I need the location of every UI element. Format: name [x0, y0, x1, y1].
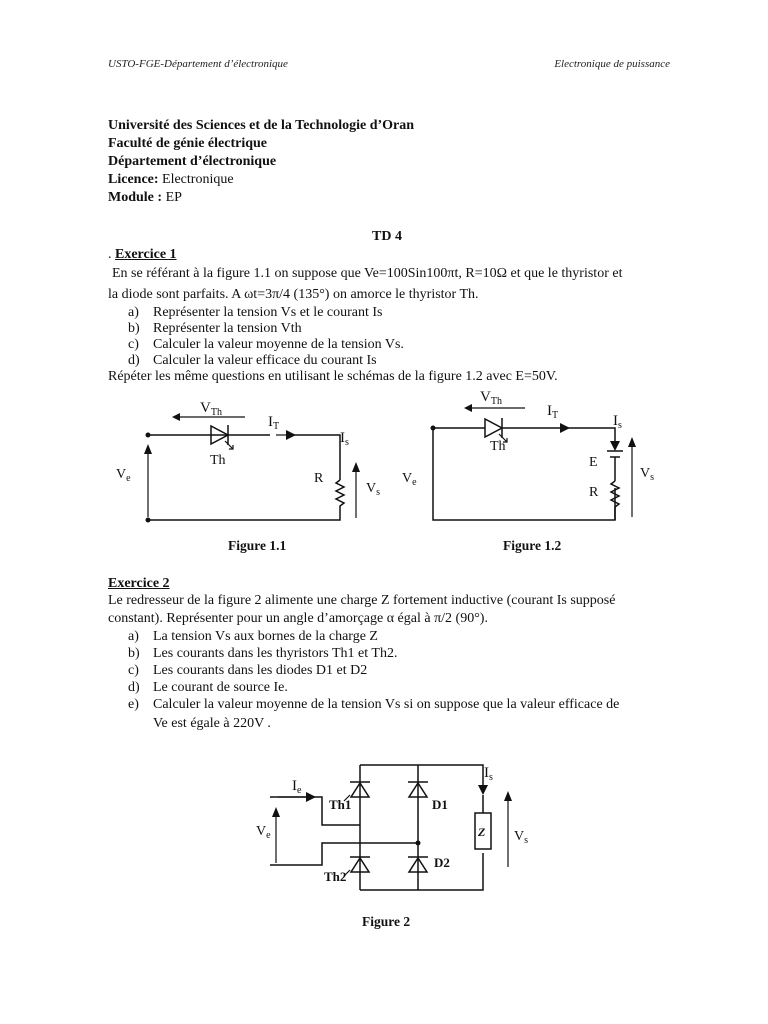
exercise2-item-d: d) Le courant de source Ie.: [128, 680, 288, 695]
licence-line: [108, 172, 234, 188]
exercise2-item-a: a) La tension Vs aux bornes de la charge Z: [128, 629, 378, 644]
department-name: Département d’électronique: [108, 154, 277, 169]
fig2-label-ve: $V_e$: [256, 824, 271, 841]
fig12-label-it: $I_T$: [547, 403, 559, 421]
fig12-label-vth: $V_{Th}$: [480, 389, 502, 407]
exercise2-item-c: c) Les courants dans les diodes D1 et D2: [128, 663, 368, 678]
fig11-label-r: R: [314, 471, 324, 486]
fig11-label-ve: $V_e$: [116, 467, 131, 484]
figure-1-1-caption: Figure 1.1: [228, 538, 287, 553]
exercise1-heading-line: [108, 247, 177, 263]
figure-1-2-caption: Figure 1.2: [503, 538, 562, 553]
exercise1-repeat: Répéter les même questions en utilisant le schémas de la figure 1.2 avec E=50V.: [108, 369, 558, 384]
exercise2-heading-line: [108, 576, 170, 592]
exercise1-item-d: d) Calculer la valeur efficace du courant Is: [128, 353, 377, 368]
fig2-label-ie: $I_e$: [292, 778, 302, 796]
fig11-label-vth: $V_{Th}$: [200, 400, 222, 418]
module-line: [108, 190, 182, 206]
td-title: TD 4: [372, 229, 402, 244]
figure-2-caption: Figure 2: [362, 914, 411, 929]
licence-value: Electronique: [162, 172, 234, 187]
figure-1-1-circuit: [100, 392, 380, 542]
fig12-label-e: E: [589, 455, 598, 470]
module-value: EP: [165, 190, 182, 205]
exercise1-line1: En se référant à la figure 1.1 on suppose que Ve=100Sin100πt, R=10Ω et que le thyristor et: [112, 266, 623, 281]
fig2-label-z: Z: [478, 825, 486, 839]
module-label: Module :: [108, 190, 163, 205]
fig12-label-vs: $V_s$: [640, 466, 655, 483]
fig11-label-th: Th: [210, 453, 226, 468]
fig2-label-d1: D1: [432, 797, 448, 812]
exercise1-heading: Exercice 1: [115, 247, 177, 262]
fig12-label-r: R: [589, 485, 599, 500]
exercise2-item-e-cont: Ve est égale à 220V .: [153, 716, 271, 731]
faculty-name: Faculté de génie électrique: [108, 136, 268, 151]
exercise2-line2: constant). Représenter pour un angle d’amorçage α égal à π/2 (90°).: [108, 611, 488, 626]
exercise1-prefix: .: [108, 247, 115, 262]
header-right: Electronique de puissance: [554, 58, 670, 70]
fig11-label-vs: $V_s$: [366, 481, 381, 498]
fig11-label-is: $I_s$: [340, 430, 349, 448]
exercise2-item-e: e) Calculer la valeur moyenne de la tension Vs si on suppose que la valeur efficace de: [128, 697, 620, 712]
university-name: Université des Sciences et de la Technologie d’Oran: [108, 118, 415, 133]
fig2-label-th1: Th1: [329, 797, 352, 812]
header-left: USTO-FGE-Département d’électronique: [108, 58, 288, 70]
licence-label: Licence:: [108, 172, 159, 187]
exercise1-item-c: c) Calculer la valeur moyenne de la tension Vs.: [128, 337, 404, 352]
figure-1-2-circuit: [400, 385, 660, 540]
figure-2-circuit: [250, 755, 540, 905]
exercise1-line2: la diode sont parfaits. A ωt=3π/4 (135°) on amorce le thyristor Th.: [108, 287, 479, 302]
exercise2-line1: Le redresseur de la figure 2 alimente une charge Z fortement inductive (courant Is supposé: [108, 593, 616, 608]
fig12-label-th: Th: [490, 439, 506, 454]
exercise2-heading-num: 2: [159, 576, 170, 591]
fig12-label-is: $I_s$: [613, 413, 622, 431]
fig2-label-d2: D2: [434, 855, 450, 870]
exercise2-item-b: b) Les courants dans les thyristors Th1 et Th2.: [128, 646, 398, 661]
fig12-label-ve: $V_e$: [402, 471, 417, 488]
exercise1-item-a: a) Représenter la tension Vs et le courant Is: [128, 305, 383, 320]
fig2-label-vs: $V_s$: [514, 829, 529, 846]
fig2-label-th2: Th2: [324, 869, 347, 884]
exercise2-heading-word: Exercice: [108, 576, 160, 591]
fig2-label-is: $I_s$: [484, 765, 493, 783]
exercise1-item-b: b) Représenter la tension Vth: [128, 321, 302, 336]
fig11-label-it: $I_T$: [268, 414, 280, 432]
